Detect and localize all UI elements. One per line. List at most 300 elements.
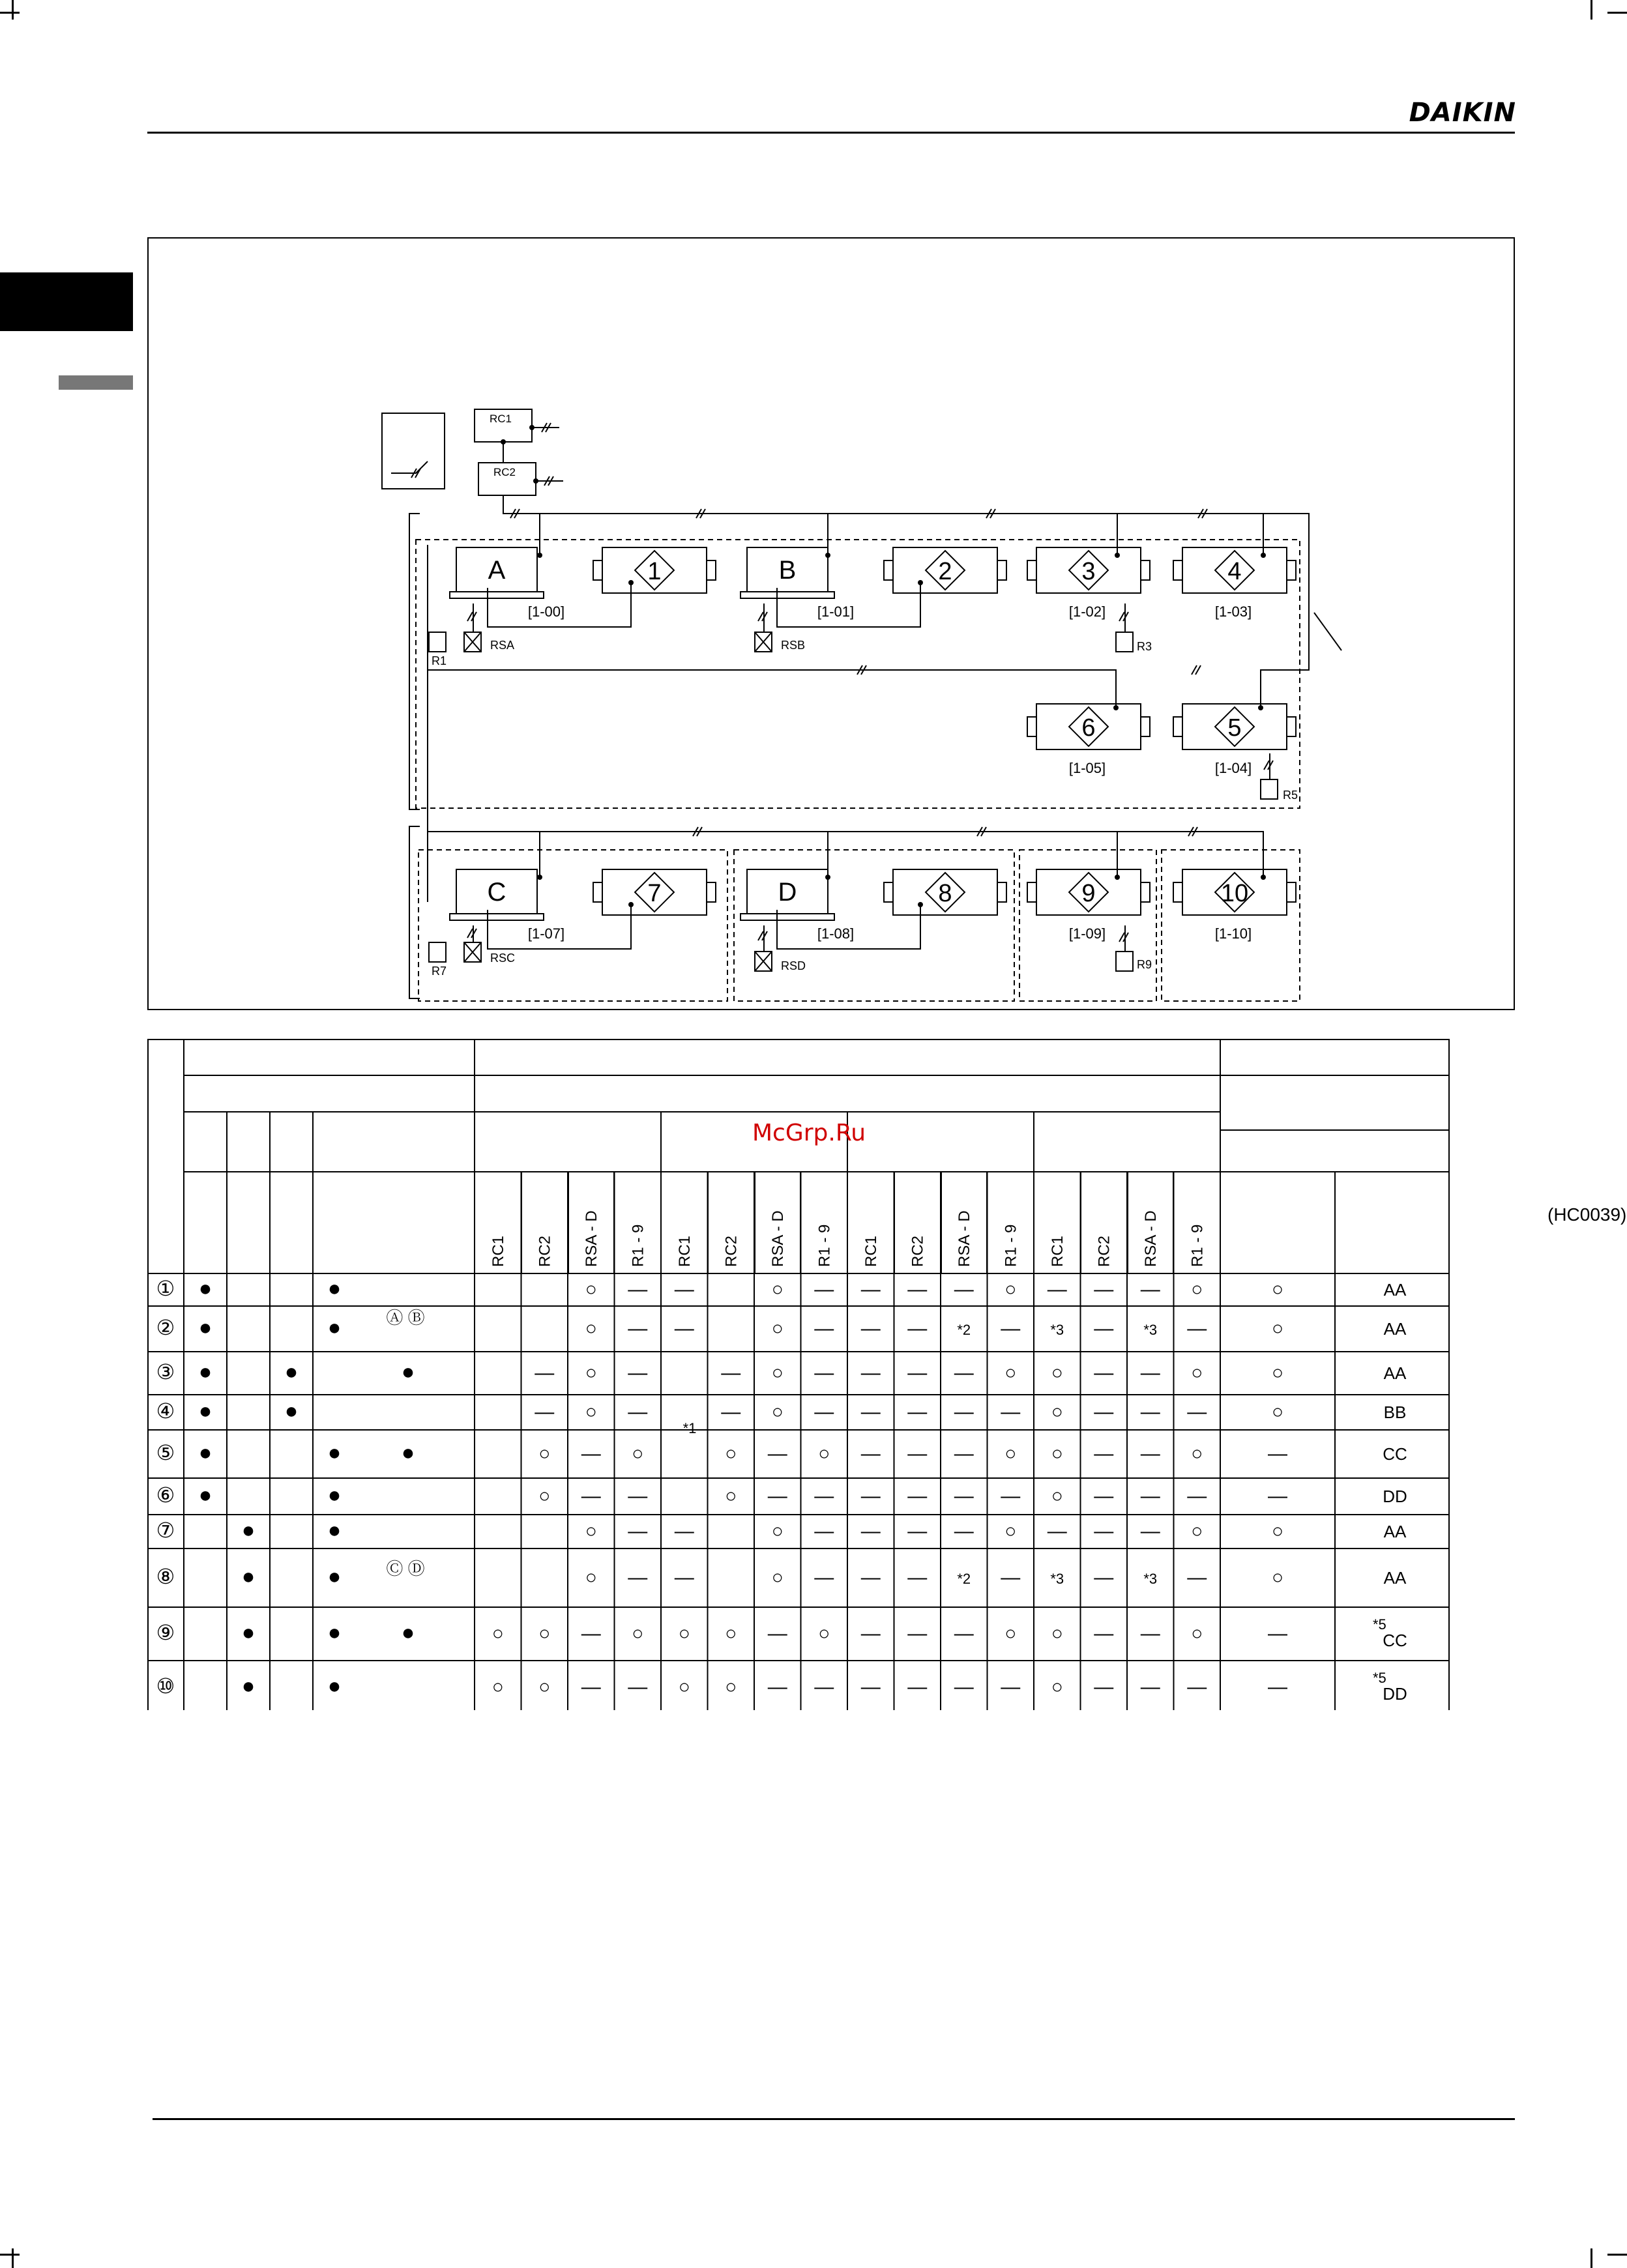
column-header: RC2 bbox=[909, 1235, 927, 1267]
table-value: ○ bbox=[1271, 1279, 1284, 1300]
diagram-line bbox=[428, 832, 540, 877]
table-value: — bbox=[1187, 1318, 1207, 1339]
table-value: — bbox=[860, 1443, 881, 1464]
table-value: — bbox=[860, 1362, 881, 1384]
unit-address: [1-00] bbox=[527, 603, 565, 620]
table-value: — bbox=[954, 1401, 974, 1423]
check-mark: ● bbox=[198, 1483, 213, 1507]
column-header: R1 - 9 bbox=[815, 1224, 834, 1267]
unit-port bbox=[707, 882, 716, 902]
table-value: — bbox=[954, 1279, 974, 1300]
table-value: — bbox=[674, 1279, 694, 1300]
table-value: ○ bbox=[585, 1318, 597, 1339]
table-value: — bbox=[1268, 1485, 1287, 1507]
table-value: ○ bbox=[585, 1401, 597, 1423]
table-value: — bbox=[1187, 1567, 1207, 1588]
unit-number: 3 bbox=[1081, 558, 1096, 585]
diagram-line bbox=[540, 514, 828, 555]
row-number: ⑦ bbox=[156, 1519, 175, 1542]
table-value: — bbox=[1140, 1485, 1160, 1507]
table-value: — bbox=[628, 1401, 648, 1423]
connection-dot bbox=[918, 580, 923, 585]
table-value: ○ bbox=[678, 1676, 690, 1698]
table-value: *2 bbox=[957, 1571, 971, 1587]
check-mark: ● bbox=[284, 1399, 299, 1423]
connection-dot bbox=[529, 425, 535, 430]
sensor-label: R3 bbox=[1137, 640, 1152, 653]
table-value: ○ bbox=[771, 1318, 784, 1339]
check-mark: ● bbox=[198, 1315, 213, 1340]
table-value: ○ bbox=[1191, 1362, 1203, 1384]
row-number: ⑥ bbox=[156, 1483, 175, 1507]
table-value: ○ bbox=[1004, 1443, 1017, 1464]
column-header: RC1 bbox=[675, 1235, 694, 1267]
unit-number: 1 bbox=[647, 558, 662, 585]
table-value: — bbox=[628, 1318, 648, 1339]
table-value: ○ bbox=[1191, 1623, 1203, 1644]
table-value: — bbox=[628, 1676, 648, 1698]
column-header: RC2 bbox=[536, 1235, 554, 1267]
table-value: ○ bbox=[1051, 1623, 1063, 1644]
table-value: — bbox=[860, 1485, 881, 1507]
table-value: ○ bbox=[725, 1676, 737, 1698]
check-mark: ● bbox=[327, 1518, 342, 1543]
group-unit-base bbox=[450, 914, 544, 920]
unit-port bbox=[1173, 882, 1182, 902]
unit-number: 6 bbox=[1081, 714, 1096, 742]
check-mark: ● bbox=[198, 1440, 213, 1465]
table-value: — bbox=[860, 1623, 881, 1644]
table-value: *3 bbox=[1143, 1571, 1158, 1587]
table-value: — bbox=[1001, 1401, 1021, 1423]
table-value: ○ bbox=[1271, 1318, 1284, 1339]
connection-dot bbox=[1261, 553, 1266, 558]
table-value: — bbox=[581, 1676, 601, 1698]
table-value: ○ bbox=[491, 1676, 504, 1698]
check-mark: ● bbox=[284, 1359, 299, 1384]
table-value: *3 bbox=[1050, 1571, 1064, 1587]
table-value: — bbox=[628, 1567, 648, 1588]
group-note: Ⓒ Ⓓ bbox=[386, 1559, 425, 1578]
crop-mark bbox=[1590, 0, 1592, 20]
table-value: ○ bbox=[1271, 1520, 1284, 1542]
crop-mark bbox=[0, 2254, 20, 2256]
table-value: — bbox=[1094, 1401, 1114, 1423]
unit-address: [1-05] bbox=[1068, 760, 1106, 776]
unit-address: [1-03] bbox=[1214, 603, 1252, 620]
sensor-label: RSA bbox=[490, 639, 515, 652]
diagram-line bbox=[409, 514, 420, 809]
table-value: ○ bbox=[771, 1279, 784, 1300]
table-value: — bbox=[1001, 1567, 1021, 1588]
row-number: ⑧ bbox=[156, 1565, 175, 1588]
table-value: — bbox=[860, 1520, 881, 1542]
check-mark: ● bbox=[401, 1359, 415, 1384]
table-value: ○ bbox=[538, 1443, 551, 1464]
check-mark: ● bbox=[241, 1674, 256, 1698]
sensor-label: RSD bbox=[781, 959, 806, 972]
table-value: ○ bbox=[585, 1567, 597, 1588]
merged-note: *1 bbox=[682, 1420, 697, 1436]
row-number: ⑤ bbox=[156, 1441, 175, 1464]
table-value: ○ bbox=[1051, 1676, 1063, 1698]
unit-address: [1-01] bbox=[817, 603, 855, 620]
table-value: — bbox=[1140, 1623, 1160, 1644]
unit-port bbox=[593, 560, 602, 580]
connection-dot bbox=[628, 580, 634, 585]
diagram-line bbox=[1314, 613, 1341, 650]
group-note: Ⓐ Ⓑ bbox=[386, 1308, 425, 1328]
table-value: — bbox=[954, 1443, 974, 1464]
table-value: — bbox=[535, 1401, 555, 1423]
connection-dot bbox=[533, 478, 538, 484]
column-header: RSA - D bbox=[769, 1210, 787, 1267]
table-value: — bbox=[814, 1362, 834, 1384]
check-mark: ● bbox=[327, 1564, 342, 1589]
zone-frame bbox=[734, 850, 1014, 1001]
table-value: — bbox=[907, 1485, 928, 1507]
connection-dot bbox=[1261, 875, 1266, 880]
table-value: — bbox=[1187, 1401, 1207, 1423]
table-value: — bbox=[1094, 1485, 1114, 1507]
group-unit-base bbox=[740, 914, 834, 920]
table-value: ○ bbox=[1271, 1362, 1284, 1384]
table-value: ○ bbox=[491, 1623, 504, 1644]
sensor-label: RSC bbox=[490, 952, 516, 965]
table-value: — bbox=[1094, 1443, 1114, 1464]
table-value: ○ bbox=[538, 1485, 551, 1507]
table-value: ○ bbox=[1051, 1485, 1063, 1507]
connection-dot bbox=[1258, 705, 1263, 710]
table-value: — bbox=[628, 1362, 648, 1384]
diagram-line bbox=[540, 832, 828, 877]
table-value: — bbox=[1094, 1676, 1114, 1698]
table-value: — bbox=[1140, 1676, 1160, 1698]
table-value: AA bbox=[1383, 1522, 1407, 1541]
table-value: — bbox=[767, 1676, 787, 1698]
table-value: DD bbox=[1383, 1487, 1407, 1506]
diagram-ref-code: (HC0039) bbox=[1547, 1204, 1627, 1225]
sensor-label: R9 bbox=[1137, 958, 1152, 971]
power-box bbox=[382, 413, 445, 489]
table-value: *5 bbox=[1373, 1616, 1386, 1633]
table-value: — bbox=[907, 1676, 928, 1698]
table-value: — bbox=[814, 1485, 834, 1507]
table-value: — bbox=[767, 1623, 787, 1644]
check-mark: ● bbox=[401, 1620, 415, 1645]
table-value: — bbox=[674, 1520, 694, 1542]
table-value: — bbox=[767, 1443, 787, 1464]
unit-address: [1-07] bbox=[527, 925, 565, 942]
watermark: McGrp.Ru bbox=[752, 1120, 866, 1146]
table-value: — bbox=[1140, 1401, 1160, 1423]
check-mark: ● bbox=[327, 1276, 342, 1301]
section-tab bbox=[0, 272, 133, 331]
crop-mark bbox=[0, 12, 20, 14]
connection-dot bbox=[825, 553, 830, 558]
table-value: — bbox=[1187, 1485, 1207, 1507]
table-value: AA bbox=[1383, 1280, 1407, 1300]
table-value: — bbox=[1268, 1623, 1287, 1644]
unit-port bbox=[884, 882, 893, 902]
table-value: — bbox=[860, 1401, 881, 1423]
table-value: — bbox=[1047, 1520, 1067, 1542]
table-value: *2 bbox=[957, 1322, 971, 1338]
table-value: ○ bbox=[725, 1443, 737, 1464]
sensor-box bbox=[429, 942, 446, 962]
table-value: — bbox=[581, 1485, 601, 1507]
column-header: RC2 bbox=[1095, 1235, 1113, 1267]
crop-mark bbox=[12, 0, 14, 20]
check-mark: ● bbox=[241, 1518, 256, 1543]
table-value: — bbox=[907, 1362, 928, 1384]
connection-dot bbox=[537, 553, 542, 558]
unit-address: [1-08] bbox=[817, 925, 855, 942]
table-value: — bbox=[860, 1567, 881, 1588]
unit-address: [1-04] bbox=[1214, 760, 1252, 776]
group-label: D bbox=[778, 878, 797, 907]
connection-dot bbox=[501, 439, 506, 444]
check-mark: ● bbox=[401, 1440, 415, 1465]
table-value: AA bbox=[1383, 1568, 1407, 1588]
diagram-line bbox=[1261, 514, 1309, 708]
diagram-line bbox=[828, 514, 1117, 555]
table-value: *3 bbox=[1143, 1322, 1158, 1338]
column-header: R1 - 9 bbox=[1188, 1224, 1207, 1267]
table-value: ○ bbox=[1004, 1279, 1017, 1300]
header-rule bbox=[147, 132, 1515, 134]
sensor-box bbox=[429, 632, 446, 652]
table-value: ○ bbox=[1191, 1279, 1203, 1300]
diagram-line bbox=[1117, 832, 1263, 877]
table-value: ○ bbox=[1191, 1443, 1203, 1464]
table-value: — bbox=[628, 1485, 648, 1507]
check-mark: ● bbox=[327, 1620, 342, 1645]
table-value: — bbox=[954, 1362, 974, 1384]
unit-number: 2 bbox=[938, 558, 952, 585]
table-value: ○ bbox=[771, 1567, 784, 1588]
table-value: — bbox=[814, 1279, 834, 1300]
table-value: — bbox=[1268, 1443, 1287, 1464]
unit-number: 8 bbox=[938, 880, 952, 907]
unit-number: 9 bbox=[1081, 880, 1096, 907]
table-value: AA bbox=[1383, 1363, 1407, 1383]
unit-port bbox=[593, 882, 602, 902]
section-tab-gray bbox=[59, 375, 133, 390]
table-value: — bbox=[907, 1318, 928, 1339]
unit-port bbox=[1287, 717, 1296, 736]
connection-dot bbox=[628, 902, 634, 907]
table-value: — bbox=[1187, 1676, 1207, 1698]
diagram-line bbox=[828, 832, 1117, 877]
sensor-box bbox=[1116, 952, 1133, 971]
column-header: RC2 bbox=[722, 1235, 740, 1267]
check-mark: ● bbox=[327, 1483, 342, 1507]
table-value: ○ bbox=[538, 1623, 551, 1644]
table-value: AA bbox=[1383, 1319, 1407, 1339]
check-mark: ● bbox=[198, 1276, 213, 1301]
remote-controller-label: RC1 bbox=[489, 413, 512, 425]
table-value: — bbox=[1047, 1279, 1067, 1300]
unit-address: [1-09] bbox=[1068, 925, 1106, 942]
unit-port bbox=[1141, 882, 1150, 902]
table-value: — bbox=[954, 1623, 974, 1644]
table-value: — bbox=[860, 1676, 881, 1698]
table-value: — bbox=[907, 1401, 928, 1423]
sensor-label: R7 bbox=[432, 965, 447, 978]
table-value: — bbox=[954, 1485, 974, 1507]
table-value: — bbox=[1094, 1279, 1114, 1300]
table-value: ○ bbox=[585, 1520, 597, 1542]
table-value: CC bbox=[1383, 1444, 1407, 1464]
table-value: — bbox=[1140, 1520, 1160, 1542]
table-value: ○ bbox=[771, 1401, 784, 1423]
table-value: ○ bbox=[632, 1623, 644, 1644]
table-value: — bbox=[814, 1567, 834, 1588]
check-mark: ● bbox=[198, 1399, 213, 1423]
column-header: R1 - 9 bbox=[629, 1224, 647, 1267]
crop-mark bbox=[1607, 2254, 1627, 2256]
unit-number: 4 bbox=[1227, 558, 1242, 585]
row-number: ① bbox=[156, 1277, 175, 1300]
table-value: — bbox=[814, 1676, 834, 1698]
unit-port bbox=[1141, 717, 1150, 736]
unit-port bbox=[884, 560, 893, 580]
unit-port bbox=[1287, 882, 1296, 902]
table-value: ○ bbox=[1191, 1520, 1203, 1542]
table-value: — bbox=[628, 1520, 648, 1542]
group-unit-base bbox=[450, 592, 544, 598]
check-mark: ● bbox=[241, 1620, 256, 1645]
check-mark: ● bbox=[327, 1315, 342, 1340]
unit-port bbox=[1173, 560, 1182, 580]
table-value: — bbox=[860, 1318, 881, 1339]
row-number: ⑩ bbox=[156, 1674, 175, 1698]
unit-port bbox=[1027, 560, 1036, 580]
column-header: RSA - D bbox=[1141, 1210, 1160, 1267]
unit-port bbox=[1287, 560, 1296, 580]
row-number: ③ bbox=[156, 1360, 175, 1384]
remote-controller-label: RC2 bbox=[493, 466, 516, 478]
unit-number: 5 bbox=[1227, 714, 1242, 742]
unit-address: [1-10] bbox=[1214, 925, 1252, 942]
group-label: A bbox=[488, 556, 506, 585]
table-value: — bbox=[907, 1623, 928, 1644]
table-value: — bbox=[814, 1520, 834, 1542]
connection-dot bbox=[537, 875, 542, 880]
table-value: CC bbox=[1383, 1631, 1407, 1650]
table-value: ○ bbox=[632, 1443, 644, 1464]
table-value: — bbox=[1094, 1567, 1114, 1588]
table-value: ○ bbox=[1271, 1567, 1284, 1588]
table-value: — bbox=[907, 1443, 928, 1464]
crop-mark bbox=[12, 2248, 14, 2268]
table-value: — bbox=[535, 1362, 555, 1384]
table-value: — bbox=[674, 1567, 694, 1588]
table-value: ○ bbox=[771, 1520, 784, 1542]
table-value: — bbox=[721, 1401, 741, 1423]
table-value: ○ bbox=[1051, 1362, 1063, 1384]
table-value: ○ bbox=[678, 1623, 690, 1644]
table-value: ○ bbox=[1004, 1362, 1017, 1384]
table-value: — bbox=[1268, 1676, 1287, 1698]
table-value: — bbox=[814, 1318, 834, 1339]
table-value: — bbox=[767, 1485, 787, 1507]
table-value: — bbox=[1094, 1362, 1114, 1384]
table-value: — bbox=[907, 1567, 928, 1588]
row-number: ④ bbox=[156, 1399, 175, 1423]
diagram-line bbox=[503, 495, 540, 555]
sensor-box bbox=[1116, 632, 1133, 652]
connection-dot bbox=[918, 902, 923, 907]
table-value: — bbox=[721, 1362, 741, 1384]
table-value: ○ bbox=[1004, 1520, 1017, 1542]
table-value: — bbox=[628, 1279, 648, 1300]
table-value: — bbox=[1140, 1279, 1160, 1300]
column-header: R1 - 9 bbox=[1002, 1224, 1020, 1267]
unit-address: [1-02] bbox=[1068, 603, 1106, 620]
column-header: RSA - D bbox=[582, 1210, 600, 1267]
table-value: ○ bbox=[1271, 1401, 1284, 1423]
check-mark: ● bbox=[241, 1564, 256, 1589]
table-value: ○ bbox=[538, 1676, 551, 1698]
zone-frame bbox=[418, 850, 727, 1001]
footer-rule bbox=[153, 2118, 1515, 2120]
table-value: BB bbox=[1383, 1403, 1407, 1422]
table-value: — bbox=[954, 1520, 974, 1542]
check-mark: ● bbox=[198, 1359, 213, 1384]
table-value: DD bbox=[1383, 1684, 1407, 1704]
unit-number: 7 bbox=[647, 880, 662, 907]
table-value: ○ bbox=[725, 1623, 737, 1644]
sensor-label: RSB bbox=[781, 639, 806, 652]
table-value: — bbox=[1140, 1443, 1160, 1464]
diagram-line bbox=[1117, 514, 1263, 555]
brand-logo: DAIKIN bbox=[1409, 98, 1516, 128]
connection-dot bbox=[825, 875, 830, 880]
table-value: — bbox=[1094, 1520, 1114, 1542]
table-value: — bbox=[1140, 1362, 1160, 1384]
table-value: ○ bbox=[818, 1623, 830, 1644]
table-value: — bbox=[581, 1443, 601, 1464]
table-value: ○ bbox=[725, 1485, 737, 1507]
table-value: ○ bbox=[1004, 1623, 1017, 1644]
table-value: — bbox=[581, 1623, 601, 1644]
table-value: — bbox=[860, 1279, 881, 1300]
table-value: — bbox=[1094, 1623, 1114, 1644]
table-value: ○ bbox=[771, 1362, 784, 1384]
table-value: — bbox=[1001, 1485, 1021, 1507]
row-number: ⑨ bbox=[156, 1621, 175, 1644]
check-mark: ● bbox=[327, 1674, 342, 1698]
table-value: — bbox=[907, 1520, 928, 1542]
check-mark: ● bbox=[327, 1440, 342, 1465]
table-value: — bbox=[1001, 1676, 1021, 1698]
connection-dot bbox=[1113, 705, 1119, 710]
column-header: RSA - D bbox=[955, 1210, 973, 1267]
unit-port bbox=[997, 560, 1006, 580]
unit-port bbox=[1027, 717, 1036, 736]
table-value: — bbox=[954, 1676, 974, 1698]
table-value: — bbox=[907, 1279, 928, 1300]
column-header: RC1 bbox=[862, 1235, 880, 1267]
table-value: — bbox=[1094, 1318, 1114, 1339]
connection-dot bbox=[1115, 553, 1120, 558]
group-label: B bbox=[778, 556, 797, 585]
table-value: *3 bbox=[1050, 1322, 1064, 1338]
diagram-line bbox=[391, 461, 428, 473]
crop-mark bbox=[1607, 12, 1627, 14]
